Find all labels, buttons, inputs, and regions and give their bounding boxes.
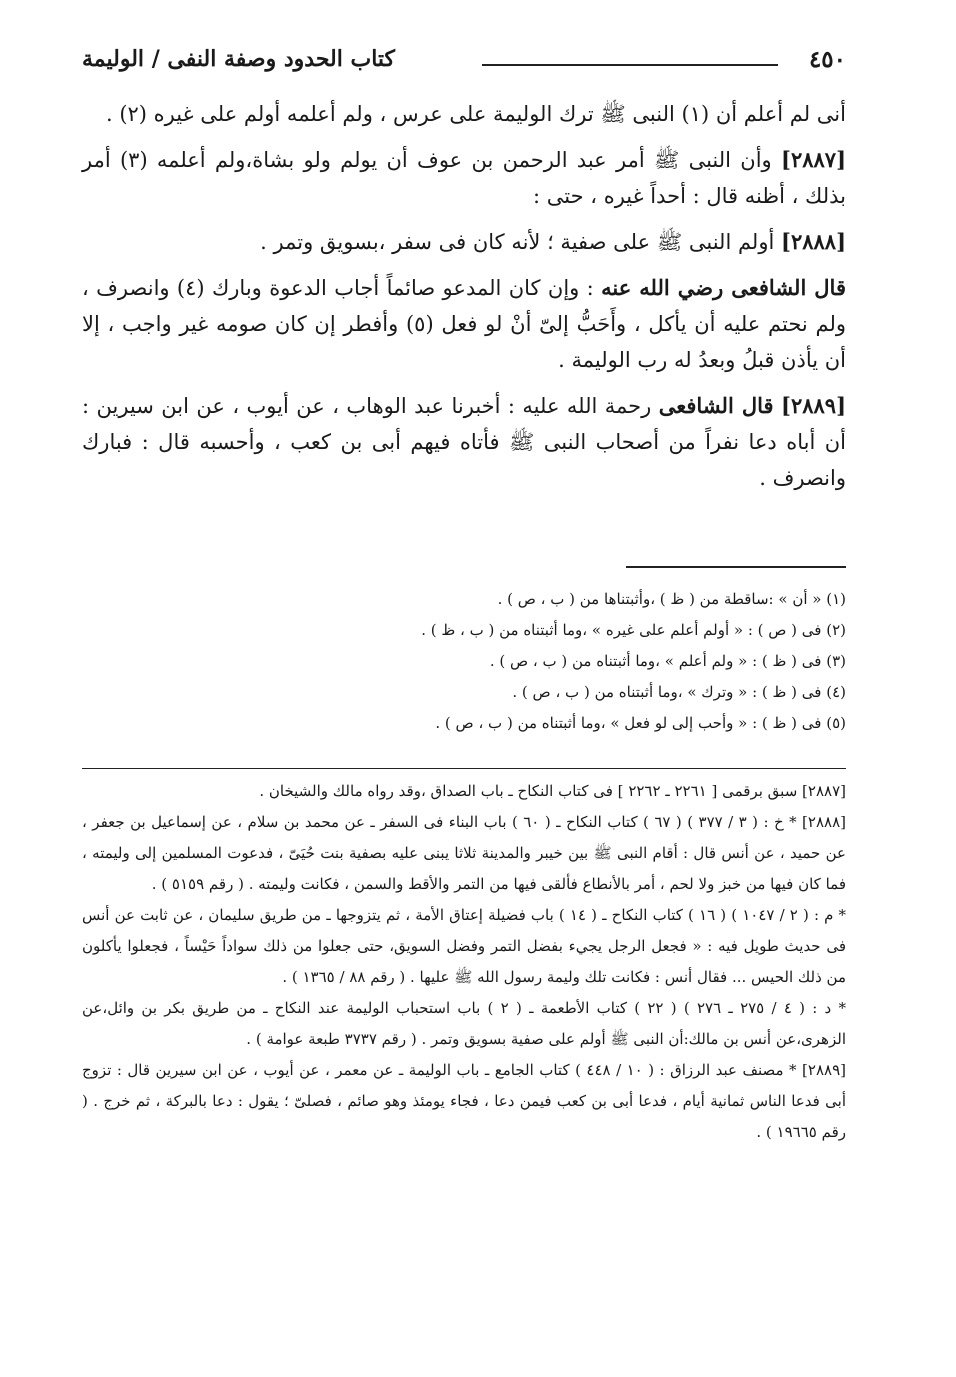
hadith-number: [٢٨٨٧] (781, 147, 846, 172)
takhrij-2888-muslim: * م : ( ٢ / ١٠٤٧ ) ( ١٦ ) كتاب النكاح ـ ( ١٤ ) باب فضيلة إعتاق الأمة ، ثم يتزوجها ـ من طريق سليمان ، عن ثابت عن أنس فى حديث طويل فيه : « فجعل الرجل يجيء بفضل التمر وفضل السويق، حتى جعلوا من ذلك سواداً حَيْساً ، فجعلوا يأكلون من ذلك الحيس ... فقال أنس : فكانت تلك وليمة رسول الله ﷺ عليها . ( رقم ٨٨ / ١٣٦٥ ) . (82, 906, 847, 986)
paragraph-1 (82, 96, 846, 132)
hadith-2889 (82, 388, 846, 496)
main-text (82, 96, 846, 506)
hadith-2887 (82, 142, 846, 214)
footnote-3: (٣) فى ( ظ ) : « ولم أعلم » ،وما أثبتناه من ( ب ، ص ) . (489, 652, 846, 670)
page-header (82, 44, 846, 84)
takhrij-notes (82, 776, 846, 1148)
running-title: كتاب الحدود وصفة النفى / الوليمة (82, 46, 396, 72)
hadith-number: [٢٨٨٩] (781, 393, 846, 418)
paragraph-text: أنى لم أعلم أن (١) النبى ﷺ ترك الوليمة على عرس ، ولم أعلمه أولم على غيره (٢) . (105, 102, 846, 126)
paragraph-text: وأن النبى ﷺ أمر عبد الرحمن بن عوف أن يولم ولو بشاة،ولم أعلمه (٣) أمر بذلك ، أظنه قال : أحداً غيره ، حتى : (82, 148, 846, 208)
paragraph-text: رحمة الله عليه : أخبرنا عبد الوهاب ، عن أيوب ، عن ابن سيرين : أن أباه دعا نفراً من أصحاب النبى ﷺ فأتاه فيهم أبى بن كعب ، وأحسبه قال : فبارك وانصرف . (82, 394, 846, 490)
takhrij-2889: [٢٨٨٩] * مصنف عبد الرزاق : ( ١٠ / ٤٤٨ ) كتاب الجامع ـ باب الوليمة ـ عن معمر ، عن أيوب ، عن ابن سيرين قال : تزوج أبى فدعا الناس ثمانية أيام ، فدعا أبى بن كعب فيمن دعا ، فجاء يومئذ وهو صائم ، فصلىّ ؛ يقول : دعا بالبركة ، ثم خرج . ( رقم ١٩٦٦٥ ) . (82, 1061, 846, 1141)
footnote-2: (٢) فى ( ص ) : « أولم أعلم على غيره » ،وما أثبتناه من ( ب ، ظ ) . (421, 621, 846, 639)
speaker-lead: قال الشافعى (658, 393, 774, 418)
hadith-2888 (82, 224, 846, 260)
speaker-lead: قال الشافعى رضي الله عنه (601, 275, 846, 300)
takhrij-2888-abudawud: * د : ( ٤ / ٢٧٥ ـ ٢٧٦ ) ( ٢٢ ) كتاب الأطعمة ـ ( ٢ ) باب استحباب الوليمة عند النكاح ـ من طريق بكر بن وائل،عن الزهرى،عن أنس بن مالك:أن النبى ﷺ أولم على صفية بسويق وتمر . ( رقم ٣٧٣٧ طبعة عوامة ) . (82, 999, 846, 1048)
header-rule (482, 64, 778, 66)
footnote-separator (626, 566, 846, 568)
footnotes (82, 584, 846, 739)
takhrij-2887: [٢٨٨٧] سبق برقمى [ ٢٢٦١ ـ ٢٢٦٢ ] فى كتاب النكاح ـ باب الصداق ،وقد رواه مالك والشيخان . (259, 782, 846, 800)
paragraph-text: أولم النبى ﷺ على صفية ؛ لأنه كان فى سفر ،بسويق وتمر . (260, 230, 775, 254)
paragraph-text: : وإن كان المدعو صائماً أجاب الدعوة وبارك (٤) وانصرف ، ولم نحتم عليه أن يأكل ، وأَحَبُّ إلىّ أنْ لو فعل (٥) وأفطر إن كان صومه غير واجب ، إلا أن يأذن قبلُ وبعدُ له رب الوليمة . (82, 276, 847, 372)
shafii-statement (82, 270, 846, 378)
footnote-1: (١) « أن » :ساقطة من ( ظ ) ،وأثبتناها من ( ب ، ص ) . (497, 590, 846, 608)
takhrij-separator (82, 768, 846, 769)
page-number: ٤٥٠ (808, 46, 846, 73)
footnote-5: (٥) فى ( ظ ) : « وأحب إلى لو فعل » ،وما أثبتناه من ( ب ، ص ) . (435, 714, 846, 732)
takhrij-2888-bukhari: [٢٨٨٨] * خ : ( ٣ / ٣٧٧ ) ( ٦٧ ) كتاب النكاح ـ ( ٦٠ ) باب البناء فى السفر ـ عن محمد بن سلام ، عن إسماعيل بن جعفر ، عن حميد ، عن أنس قال : أقام النبى ﷺ بين خيبر والمدينة ثلاثا يبنى عليه بصفية بنت حُيَىّ ، فدعوت المسلمين إلى وليمته ، فما كان فيها من خبز ولا لحم ، أمر بالأنطاع فألقى فيها من التمر والأقط والسمن ، فكانت وليمته . ( رقم ٥١٥٩ ) . (82, 813, 847, 893)
footnote-4: (٤) فى ( ظ ) : « وترك » ،وما أثبتناه من ( ب ، ص ) . (512, 683, 846, 701)
hadith-number: [٢٨٨٨] (781, 229, 846, 254)
